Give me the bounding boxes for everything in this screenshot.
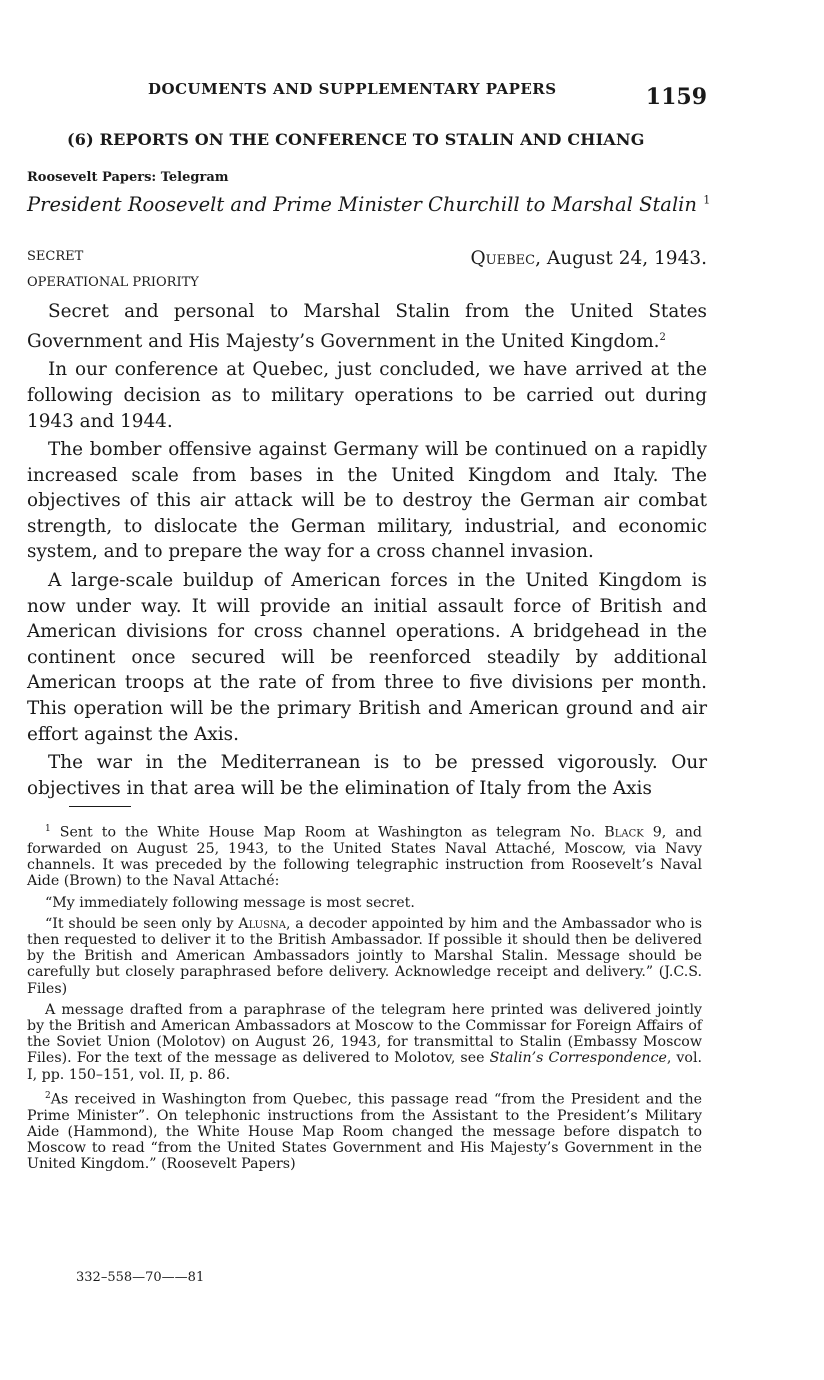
footnote-2 [27, 1088, 702, 1173]
classification: SECRET [27, 249, 84, 264]
paragraph: The war in the Mediterranean is to be pressed vigorously. Our objectives in that area will be the elimination of Italy from the Axis [27, 752, 707, 799]
footnote-text: , vol. I, pp. 150–151, vol. II, p. 86. [27, 1050, 703, 1083]
footnote-text: , a decoder appointed by him and the Ambassador who is then requested to deliver it to the British Ambassador. If possible it should then be delivered by the British and American Ambassadors jointly to Marshal Stalin. Message should be carefully but closely paraphrased before delivery. Acknowledge receipt and delivery.” (J.C.S. Files) [27, 915, 702, 997]
footnote-1 [27, 821, 702, 890]
print-code: 332–558—70——81 [76, 1270, 205, 1285]
paragraph-text: Secret and personal to Marshal Stalin from the United States Government and His Majesty’s Government in the United Kingdom. [27, 301, 707, 352]
document-title [27, 193, 787, 216]
footnote-quote [27, 916, 702, 997]
paragraph [27, 299, 707, 354]
source-line: Roosevelt Papers: Telegram [27, 170, 229, 185]
footnote-number: 2 [45, 1090, 51, 1101]
footnote-text: 9, and forwarded on August 25, 1943, to the United States Naval Attaché, Moscow, via Navy channels. It was preceded by the following telegraphic instruction from Roosevelt’s Naval Aide (Brown) to the Naval Attaché: [27, 824, 703, 890]
telegram-body [27, 299, 707, 804]
footnote-text: Sent to the White House Map Room at Washington as telegram No. [59, 824, 596, 841]
footnote-text: A message drafted from a paraphrase of the telegram here printed was delivered jointly by the British and American Ambassadors at Moscow to the Commissar for Foreign Affairs of the Soviet Union (Molotov) on August 26, 1943, for transmittal to Stalin (Embassy Moscow Files). For the text of the message as delivered to Molotov, see [27, 1001, 702, 1067]
footnote-reference: Stalin’s Correspondence [489, 1050, 667, 1067]
footnote-ref-2: 2 [659, 331, 666, 343]
footnote-text: “It should be seen only by [45, 915, 234, 932]
paragraph: A large-scale buildup of American forces in the United Kingdom is now under way. It will provide an initial assault force of British and American divisions for cross channel operations. A bridgehead in the continent once secured will be reenforced steadily by additional American troops at the rate of from three to five divisions per month. This operation will be the primary British and American ground and air effort against the Axis. [27, 570, 707, 745]
footnotes [27, 821, 702, 1178]
footnote-quote: “My immediately following message is most secret. [45, 894, 415, 911]
section-heading: (6) REPORTS ON THE CONFERENCE TO STALIN AND CHIANG [67, 130, 645, 149]
priority: OPERATIONAL PRIORITY [27, 275, 199, 290]
running-head: DOCUMENTS AND SUPPLEMENTARY PAPERS [148, 80, 557, 98]
footnote-ref-1: 1 [703, 193, 711, 207]
footnote-paragraph [27, 1002, 702, 1083]
footnote-number: 1 [45, 824, 51, 834]
paragraph: The bomber offensive against Germany will be continued on a rapidly increased scale from bases in the United Kingdom and Italy. The objectives of this air attack will be to destroy the German air combat strength, to dislocate the German military, industrial, and economic system, and to prepare the way for a cross channel invasion. [27, 439, 707, 563]
footnote-divider [69, 806, 131, 807]
footnote-text: Black [604, 824, 644, 841]
footnote-text: As received in Washington from Quebec, this passage read “from the President and the Prime Minister”. On telephonic instructions from the Assistant to the President’s Military Aide (Hammond), the White House Map Room changed the message before dispatch to Moscow to read “from the United States Government and His Majesty’s Government in the United Kingdom.” (Roosevelt Papers) [27, 1091, 702, 1173]
page-number: 1159 [645, 84, 707, 110]
footnote-text: Alusna [238, 915, 286, 932]
dateline-place: Quebec [470, 248, 536, 269]
dateline [471, 248, 707, 269]
dateline-date: , August 24, 1943. [535, 248, 707, 269]
paragraph: In our conference at Quebec, just concluded, we have arrived at the following decision as to military operations to be carried out during 1943 and 1944. [27, 359, 707, 432]
document-title-text: President Roosevelt and Prime Minister Churchill to Marshal Stalin [27, 193, 697, 216]
